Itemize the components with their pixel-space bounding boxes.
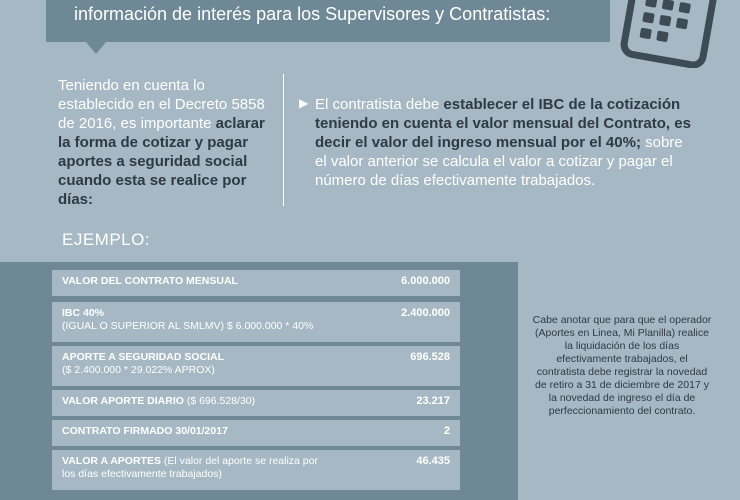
table-row bbox=[52, 450, 460, 490]
row-value: 46.435 bbox=[416, 455, 450, 467]
column-divider bbox=[283, 74, 284, 206]
rule-paragraph bbox=[315, 95, 695, 190]
rule-tail: sobre el valor anterior se calcula el valor a cotizar y pagar el número de días efectivamente trabajados. bbox=[315, 134, 683, 189]
row-label: IBC 40% (IGUAL O SUPERIOR AL SMLMV) $ 6.000.000 * 40% bbox=[62, 307, 314, 332]
row-label: VALOR APORTE DIARIO ($ 696.528/30) bbox=[62, 395, 256, 407]
triangle-bullet-icon: ▶ bbox=[299, 96, 309, 110]
intro-emphasis: aclarar la forma de cotizar y pagar aportes a seguridad social cuando esta se realice por días: bbox=[58, 115, 265, 208]
row-value: 2.400.000 bbox=[401, 307, 450, 319]
example-heading: EJEMPLO: bbox=[62, 230, 151, 249]
side-note: Cabe anotar que para que el operador (Aportes en Linea, Mi Planilla) realice la liquidación de los días efectivamente trabajados, el contratista debe registrar la novedad de retiro a 31 de diciembre de 2017 y la novedad de ingreso el día de perfeccionamiento del contrato. bbox=[532, 314, 712, 417]
intro-text: Teniendo en cuenta lo establecido en el Decreto 5858 de 2016, es importante bbox=[58, 77, 265, 132]
row-value: 2 bbox=[443, 425, 450, 437]
banner-title: información de interés para los Supervisores y Contratistas: bbox=[74, 4, 551, 24]
row-label: CONTRATO FIRMADO 30/01/2017 bbox=[62, 425, 228, 437]
row-value: 6.000.000 bbox=[401, 275, 450, 287]
rule-lead: El contratista debe bbox=[315, 96, 444, 113]
calendar-icon bbox=[612, 0, 722, 68]
table-row bbox=[52, 390, 460, 416]
row-value: 696.528 bbox=[410, 351, 450, 363]
table-row bbox=[52, 302, 460, 342]
row-label: APORTE A SEGURIDAD SOCIAL ($ 2.400.000 * 29.022% APROX) bbox=[62, 351, 224, 376]
row-label: VALOR A APORTES (El valor del aporte se realiza por los días efectivamente trabajados) bbox=[62, 455, 318, 480]
rule-emphasis: establecer el IBC de la cotización teniendo en cuenta el valor mensual del Contrato, es decir el valor del ingreso mensual por el 40%; bbox=[315, 96, 691, 151]
intro-paragraph bbox=[58, 76, 273, 209]
row-value: 23.217 bbox=[416, 395, 450, 407]
banner-notch bbox=[86, 42, 106, 54]
table-row bbox=[52, 420, 460, 446]
row-label: VALOR DEL CONTRATO MENSUAL bbox=[62, 275, 238, 287]
table-row bbox=[52, 346, 460, 386]
table-row bbox=[52, 270, 460, 296]
